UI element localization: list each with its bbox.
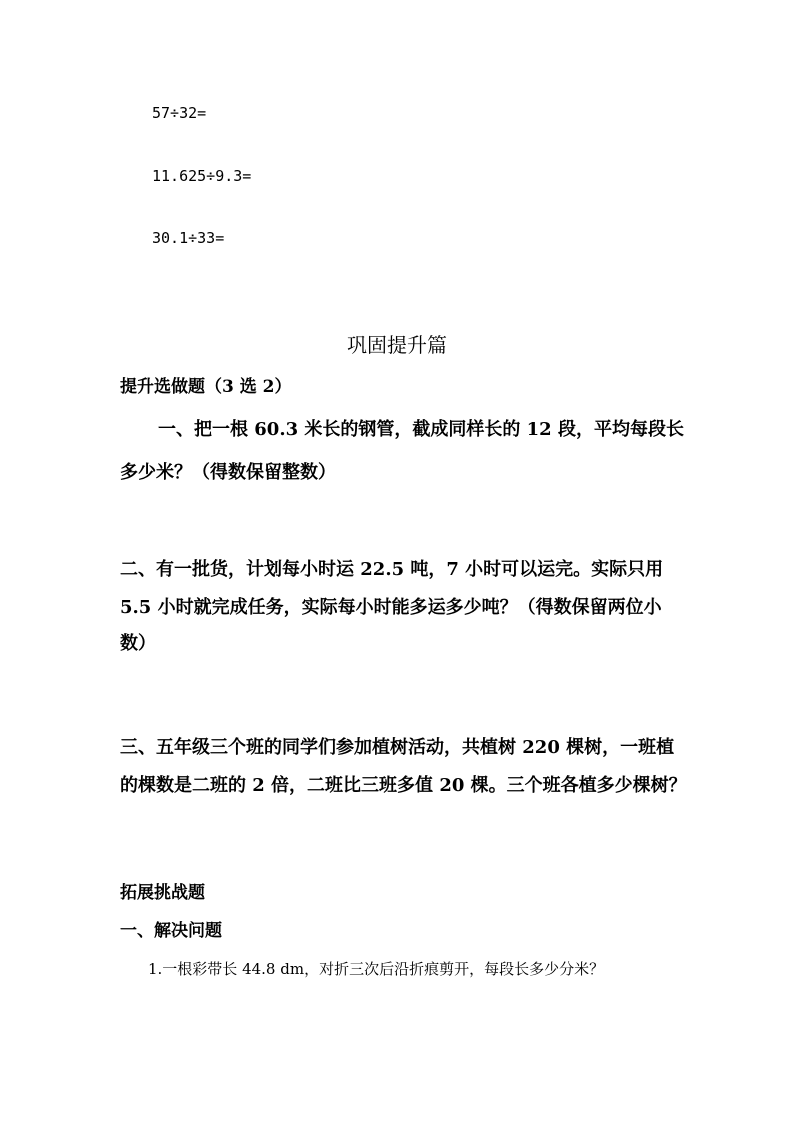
- improve-q3-line1: 三、五年级三个班的同学们参加植树活动，共植树 220 棵树，一班植: [120, 737, 675, 758]
- challenge-q1: 1.一根彩带长 44.8 dm，对折三次后沿折痕剪开，每段长多少分米？: [148, 960, 605, 978]
- challenge-subheading: 一、解决问题: [120, 921, 222, 941]
- improve-q1-line2: 多少米？（得数保留整数）: [120, 462, 336, 483]
- calc-2: 11.625÷9.3=: [152, 167, 252, 185]
- improve-q1-line1: 一、把一根 60.3 米长的钢管，截成同样长的 12 段，平均每段长: [158, 419, 684, 440]
- improve-q2-line3: 数）: [120, 633, 156, 654]
- calc-1: 57÷32=: [152, 104, 207, 122]
- improve-heading: 提升选做题（3 选 2）: [120, 377, 292, 397]
- section-title: 巩固提升篇: [347, 333, 447, 357]
- challenge-heading: 拓展挑战题: [120, 883, 205, 903]
- improve-q2-line1: 二、有一批货，计划每小时运 22.5 吨，7 小时可以运完。实际只用: [120, 559, 664, 580]
- improve-q3-line2: 的棵数是二班的 2 倍，二班比三班多值 20 棵。三个班各植多少棵树？: [120, 775, 687, 796]
- calc-3: 30.1÷33=: [152, 229, 225, 247]
- improve-q2-line2: 5.5 小时就完成任务，实际每小时能多运多少吨？（得数保留两位小: [120, 597, 662, 618]
